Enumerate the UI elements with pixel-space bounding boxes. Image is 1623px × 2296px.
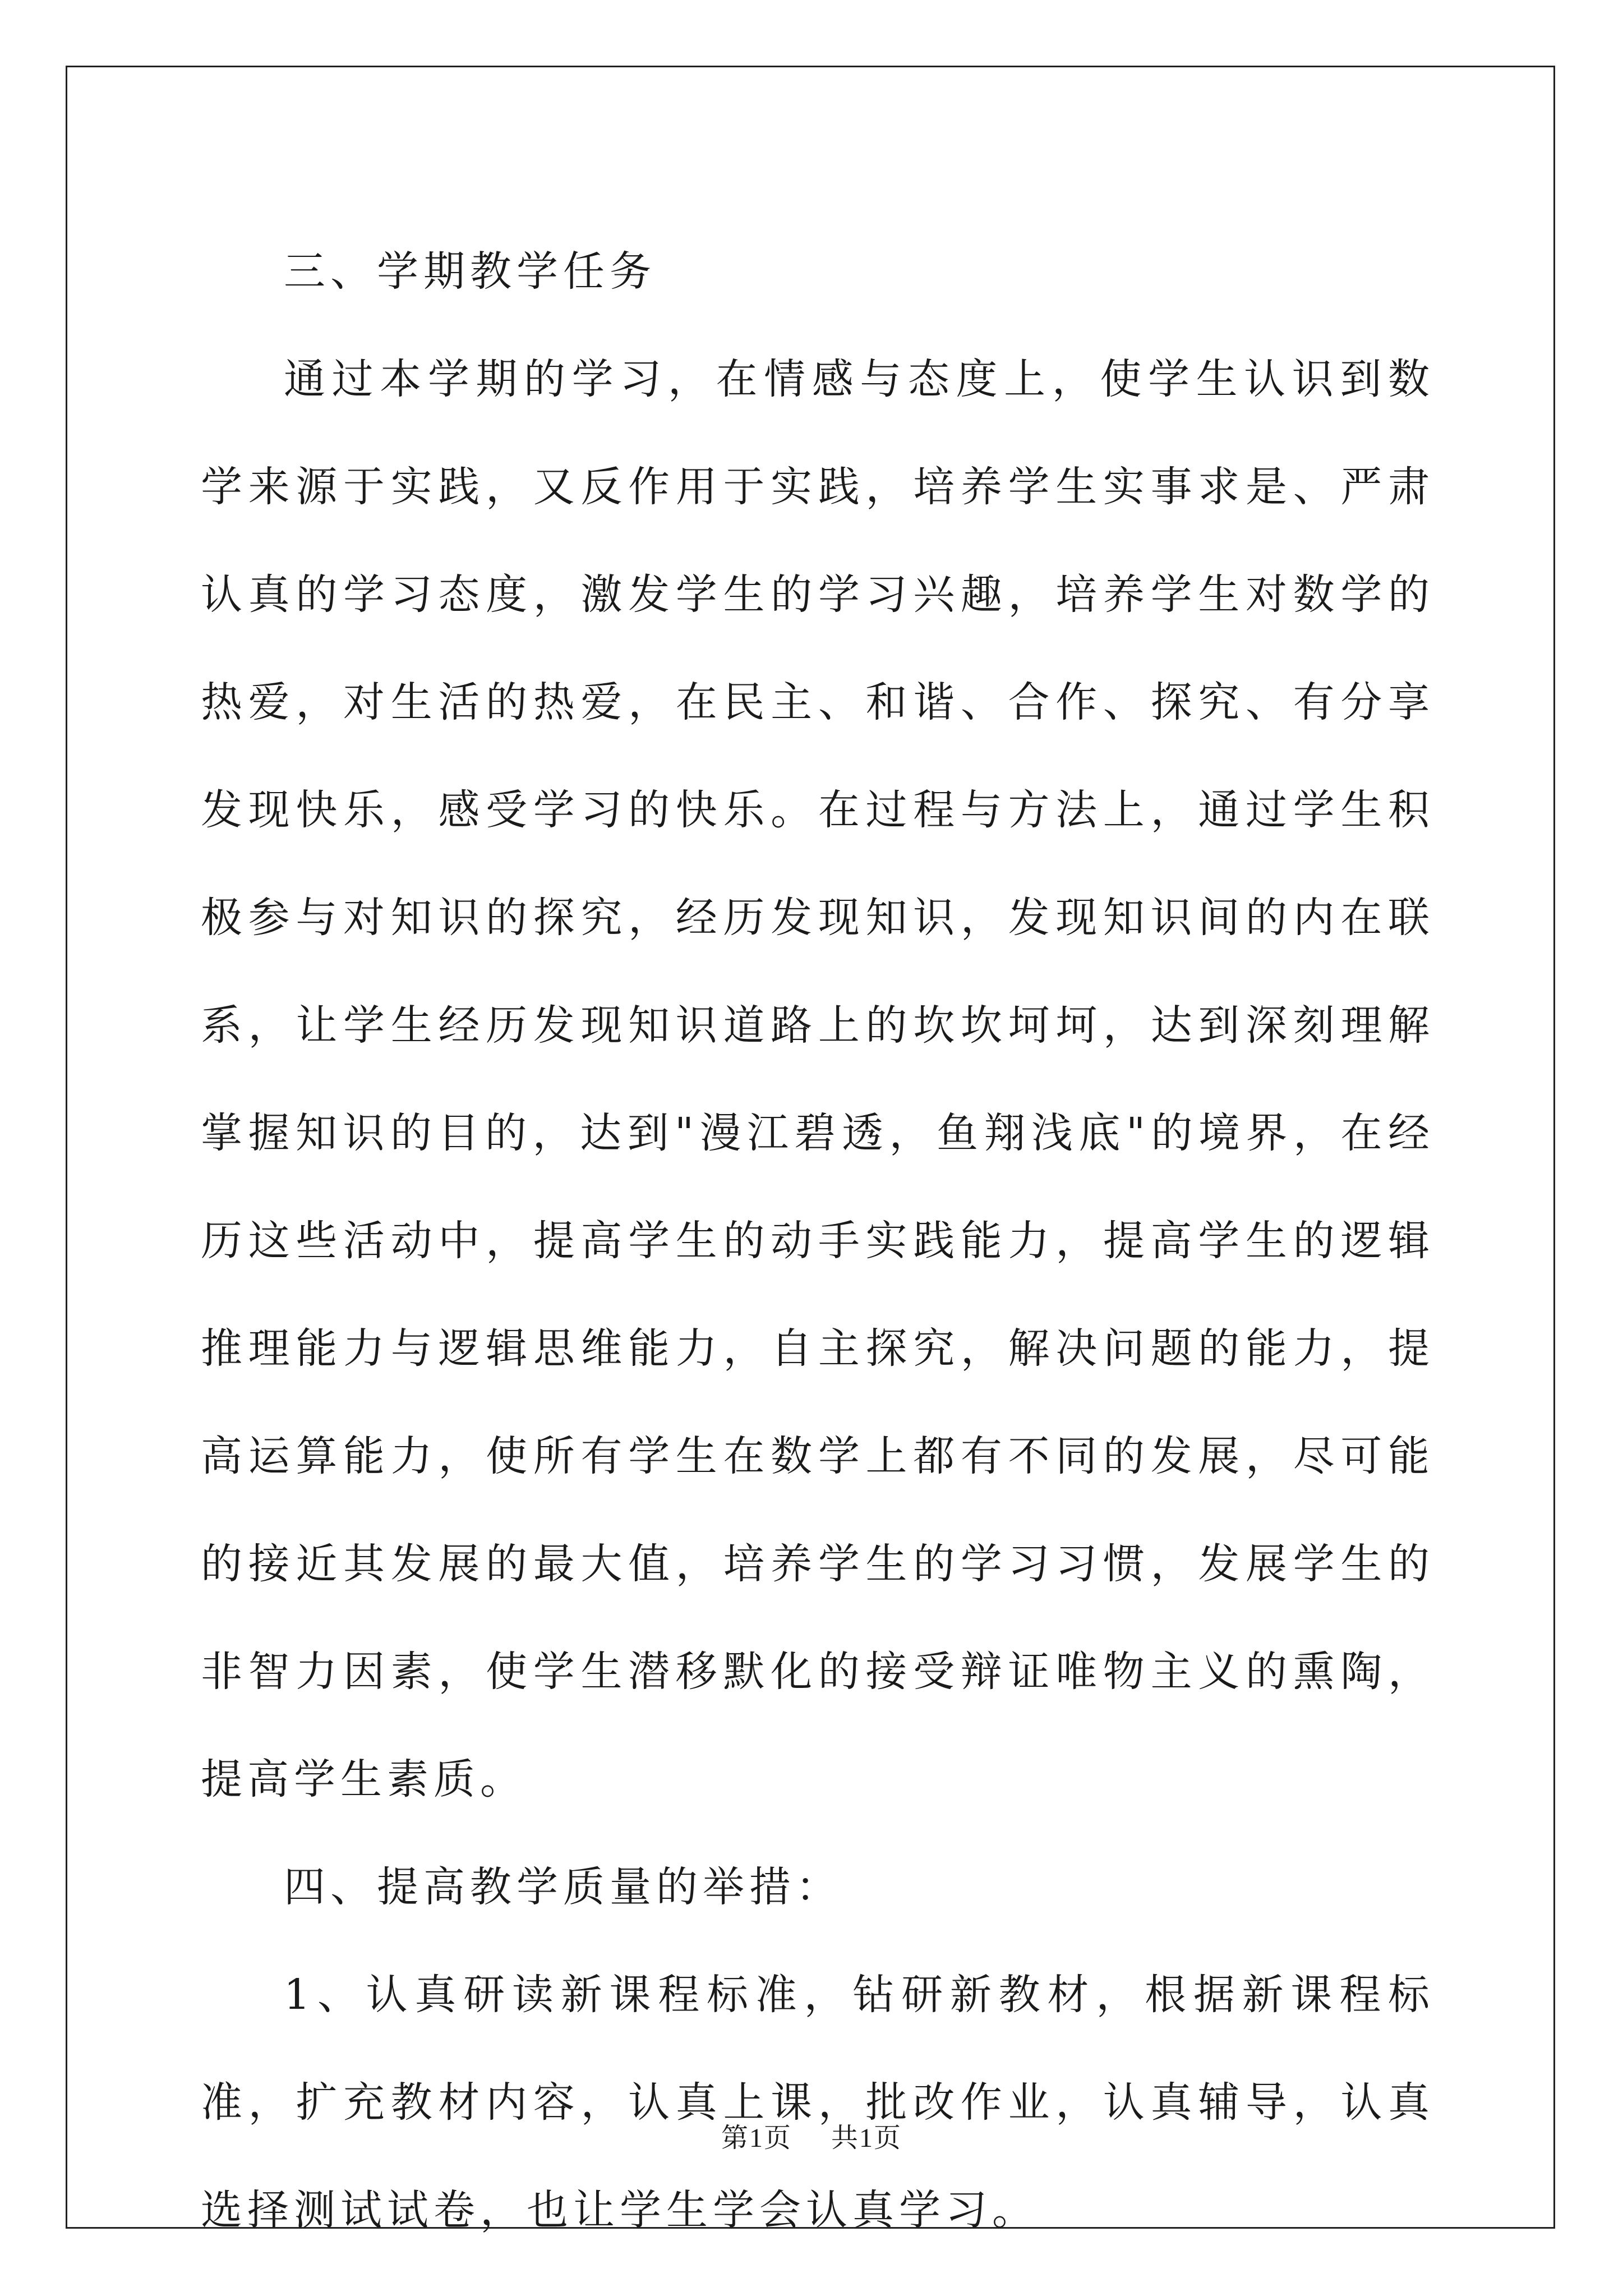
document-body [201,218,1435,2264]
body-paragraph-teaching-tasks: 通过本学期的学习，在情感与态度上，使学生认识到数学来源于实践，又反作用于实践，培养学生实事求是、严肃认真的学习态度，激发学生的学习兴趣，培养学生对数学的热爱，对生活的热爱，在民主、和谐、合作、探究、有分享发现快乐，感受学习的快乐。在过程与方法上，通过学生积极参与对知识的探究，经历发现知识，发现知识间的内在联系，让学生经历发现知识道路上的坎坎坷坷，达到深刻理解掌握知识的目的，达到"漫江碧透，鱼翔浅底"的境界，在经历这些活动中，提高学生的动手实践能力，提高学生的逻辑推理能力与逻辑思维能力，自主探究，解决问题的能力，提高运算能力，使所有学生在数学上都有不同的发展，尽可能的接近其发展的最大值，培养学生的学习习惯，发展学生的非智力因素，使学生潜移默化的接受辩证唯物主义的熏陶，提高学生素质。 [201,355,1435,1803]
section-heading-four: 四、提高教学质量的举措： [284,1863,842,1911]
page-number: 第1页 [721,2123,792,2153]
page-footer [0,2120,1623,2156]
section-heading-three: 三、学期教学任务 [284,247,656,296]
body-paragraph-measure-1: 1、认真研读新课程标准，钻研新教材，根据新课程标准，扩充教材内容，认真上课，批改作业，认真辅导，认真选择测试试卷，也让学生学会认真学习。 [201,1971,1435,2234]
page-total: 共1页 [831,2123,902,2153]
